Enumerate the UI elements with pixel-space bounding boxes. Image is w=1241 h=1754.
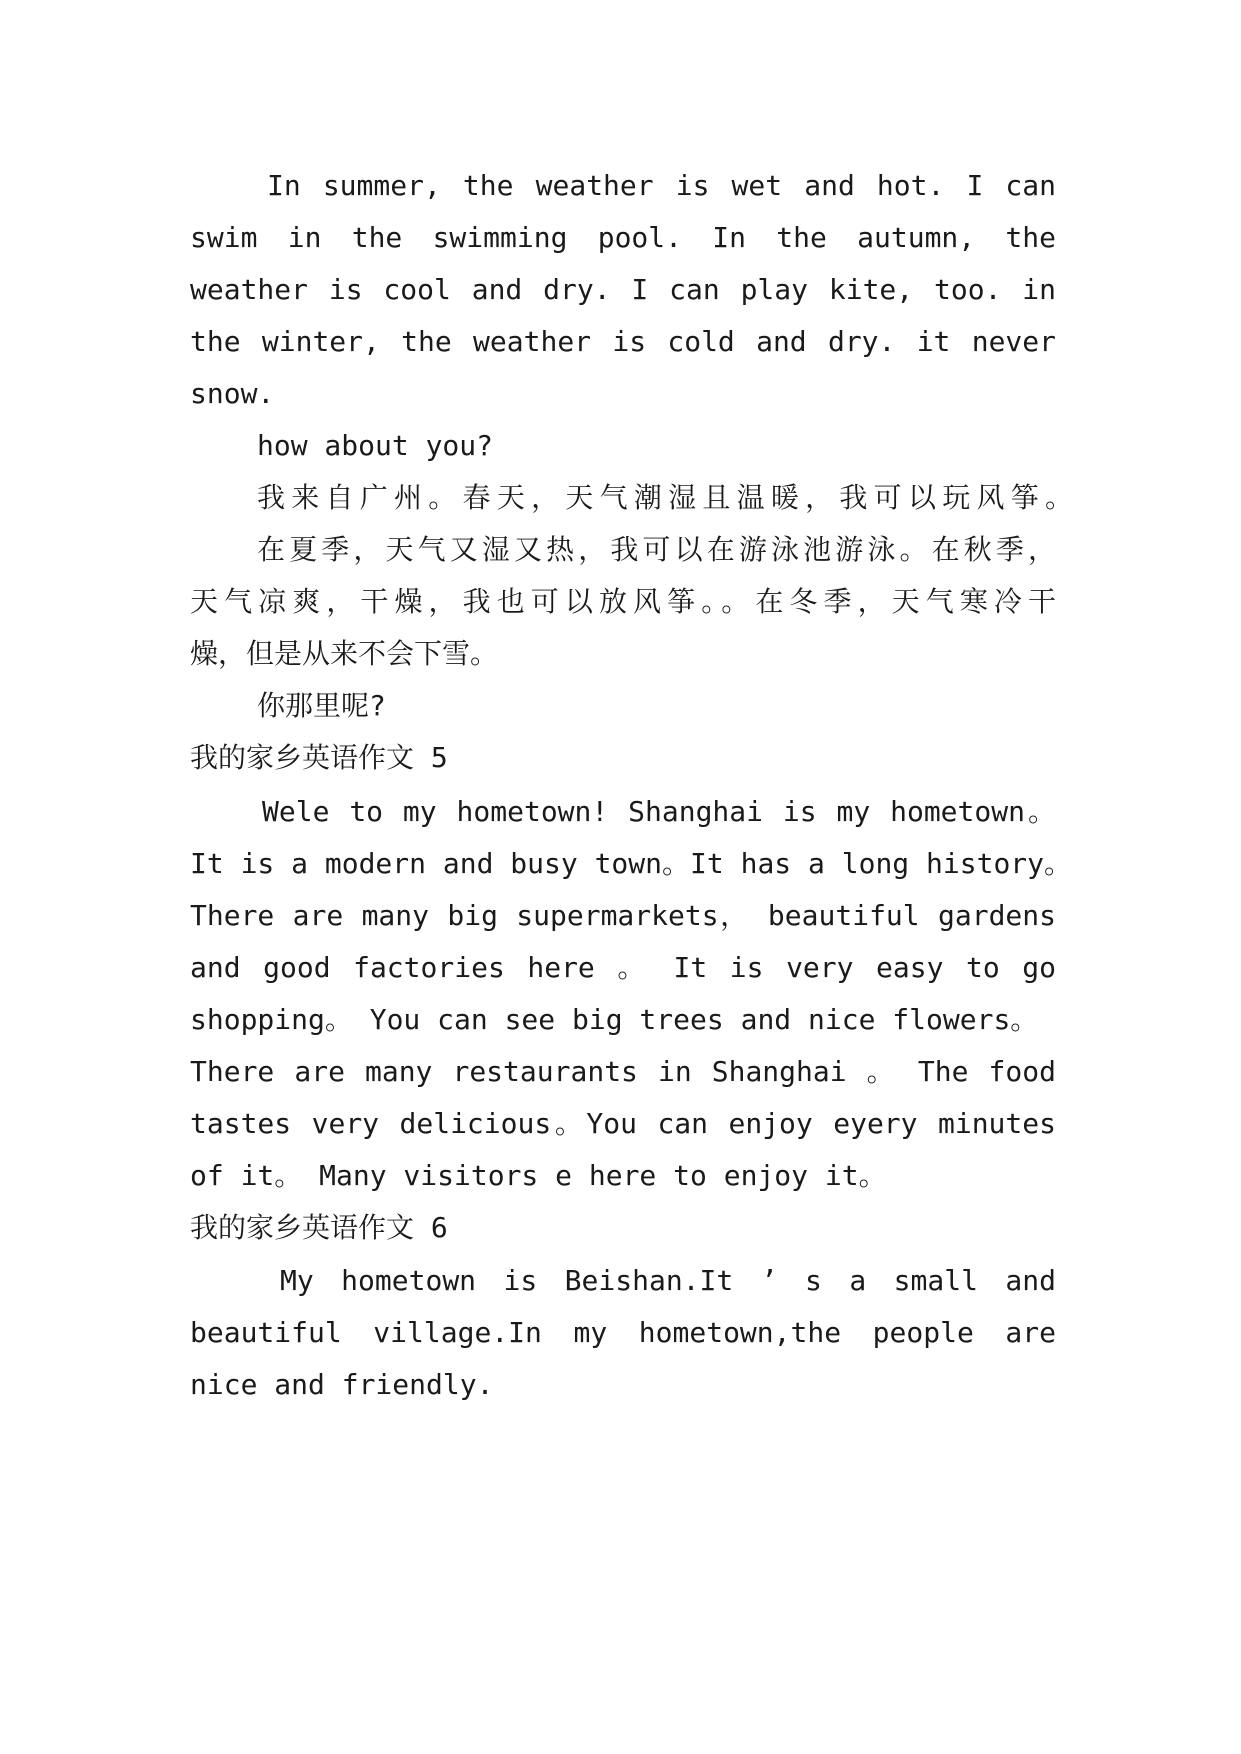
- paragraph-line: 燥，但是从来不会下雪。: [190, 637, 499, 670]
- paragraph-line: My hometown is Beishan.It ’ s a small and: [280, 1264, 1056, 1297]
- paragraph-line: of it。 Many visitors e here to enjoy it。: [190, 1159, 887, 1192]
- paragraph-line: shopping。 You can see big trees and nice flowers。: [190, 1003, 1039, 1036]
- paragraph-line: beautiful village.In my hometown,the people are: [190, 1316, 1056, 1349]
- paragraph-line: nice and friendly.: [190, 1368, 494, 1401]
- paragraph-line: Wele to my hometown! Shanghai is my hometown。: [262, 795, 1056, 828]
- paragraph-line: In summer, the weather is wet and hot. I can: [267, 169, 1056, 202]
- paragraph-line: 在夏季，天气又湿又热，我可以在游泳池游泳。在秋季，: [257, 533, 1056, 566]
- paragraph-line: 我来自广州。春天，天气潮湿且温暖，我可以玩风筝。: [257, 481, 1073, 514]
- paragraph-line: There are many restaurants in Shanghai 。 The food: [190, 1055, 1056, 1088]
- section-heading: 我的家乡英语作文 5: [190, 741, 448, 774]
- paragraph-line: weather is cool and dry. I can play kite, too. in: [190, 273, 1056, 306]
- paragraph-line: the winter, the weather is cold and dry. it never: [190, 325, 1056, 358]
- section-heading: 我的家乡英语作文 6: [190, 1211, 448, 1244]
- paragraph-line: how about you?: [257, 429, 494, 462]
- paragraph-line: and good factories here 。 It is very easy to go: [190, 951, 1056, 984]
- paragraph-line: It is a modern and busy town。It has a long history。: [190, 847, 1073, 880]
- paragraph-line: tastes very delicious。You can enjoy eyery minutes: [190, 1107, 1056, 1140]
- paragraph-line: There are many big supermarkets， beautiful gardens: [190, 899, 1056, 932]
- paragraph-line: snow.: [190, 377, 275, 410]
- paragraph-line: 你那里呢?: [257, 689, 386, 722]
- paragraph-line: swim in the swimming pool. In the autumn, the: [190, 221, 1056, 254]
- paragraph-line: 天气凉爽，干燥，我也可以放风筝。。在冬季，天气寒冷干: [190, 585, 1056, 618]
